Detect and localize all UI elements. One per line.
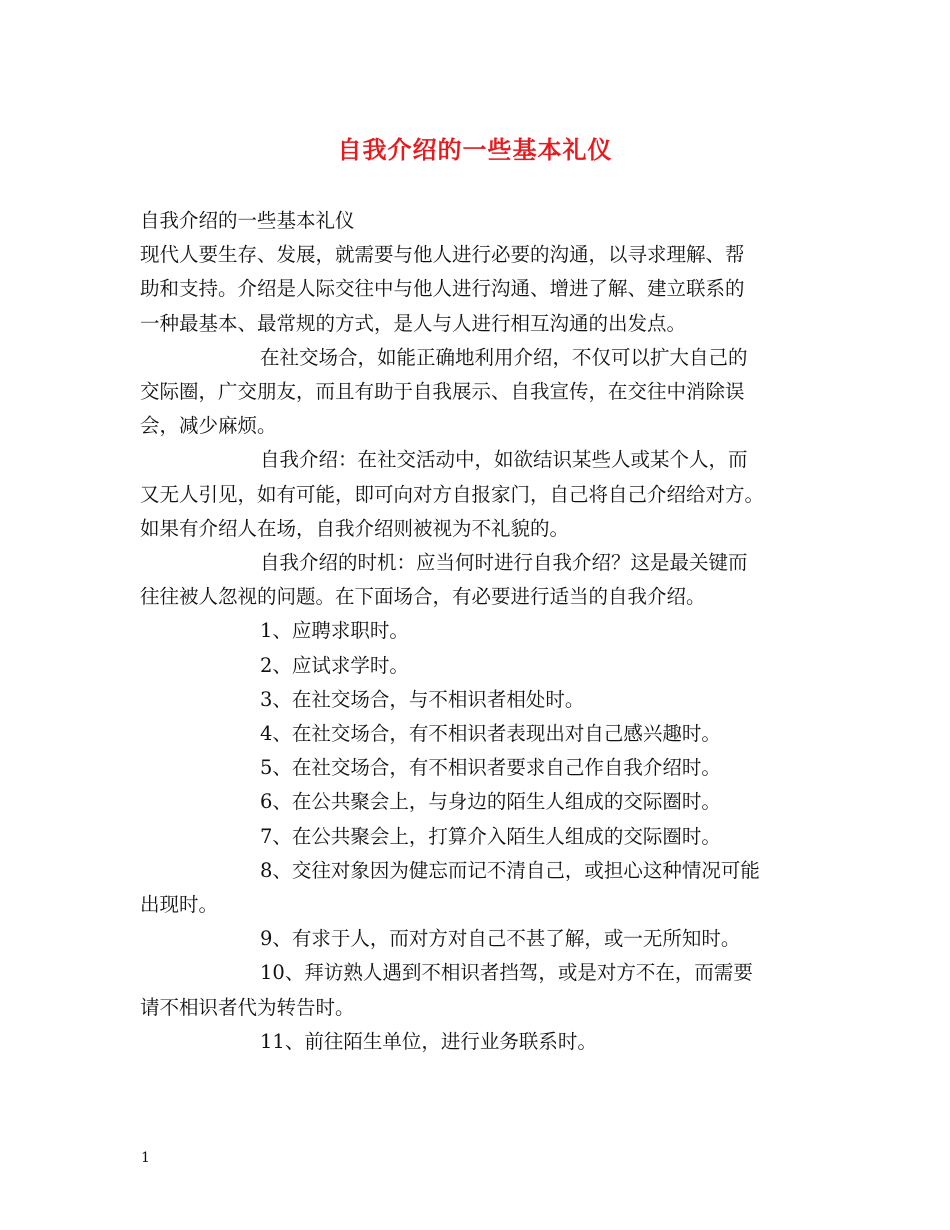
list-item: 6、在公共聚会上，与身边的陌生人组成的交际圈时。 [260,790,721,814]
paragraph-social-line: 在社交场合，如能正确地利用介绍，不仅可以扩大自己的 [260,345,748,369]
paragraph-social-line: 交际圈，广交朋友，而且有助于自我展示、自我宣传，在交往中消除误 [140,380,745,404]
intro-line: 一种最基本、最常规的方式，是人与人进行相互沟通的出发点。 [140,311,687,335]
list-item: 2、应试求学时。 [260,653,409,677]
paragraph-timing-line: 自我介绍的时机：应当何时进行自我介绍？这是最关键而 [260,551,748,575]
paragraph-self-line: 自我介绍：在社交活动中，如欲结识某些人或某个人，而 [260,448,748,472]
list-item: 10、拜访熟人遇到不相识者挡驾，或是对方不在，而需要 [260,961,753,985]
list-item: 4、在社交场合，有不相识者表现出对自己感兴趣时。 [260,722,721,746]
list-item: 8、交往对象因为健忘而记不清自己，或担心这种情况可能 [260,858,760,882]
list-item-continuation: 出现时。 [140,893,219,917]
subtitle-line: 自我介绍的一些基本礼仪 [140,209,355,232]
list-item: 1、应聘求职时。 [260,619,409,643]
paragraph-self-line: 如果有介绍人在场，自我介绍则被视为不礼貌的。 [140,516,570,540]
list-item-continuation: 请不相识者代为转告时。 [140,995,355,1019]
list-item: 9、有求于人，而对方对自己不甚了解，或一无所知时。 [260,927,741,951]
list-item: 3、在社交场合，与不相识者相处时。 [260,687,585,711]
paragraph-social-line: 会，减少麻烦。 [140,414,277,438]
document-title: 自我介绍的一些基本礼仪 [337,135,613,164]
list-item: 5、在社交场合，有不相识者要求自己作自我介绍时。 [260,756,721,780]
list-item: 11、前往陌生单位，进行业务联系时。 [260,1029,597,1053]
document-body [140,204,830,1059]
intro-line: 现代人要生存、发展，就需要与他人进行必要的沟通，以寻求理解、帮 [140,243,745,267]
list-item: 7、在公共聚会上，打算介入陌生人组成的交际圈时。 [260,824,721,848]
paragraph-self-line: 又无人引见，如有可能，即可向对方自报家门，自己将自己介绍给对方。 [140,482,765,506]
page-number: 1 [141,1150,150,1166]
paragraph-timing-line: 往往被人忽视的问题。在下面场合，有必要进行适当的自我介绍。 [140,585,706,609]
intro-line: 助和支持。介绍是人际交往中与他人进行沟通、增进了解、建立联系的 [140,277,745,301]
